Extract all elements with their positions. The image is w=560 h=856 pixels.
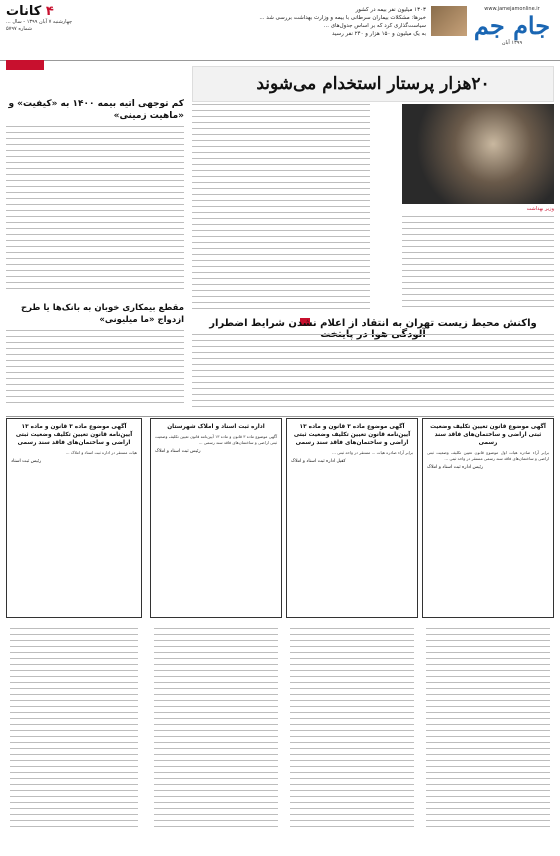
logo (472, 6, 552, 46)
ad-title: آگهی موضوع ماده ۳ قانون و ماده ۱۳ آیین‌نامه قانون تعیین تکلیف وضعیت ثبتی اراضی و ساختمان‌های فاقد سند رسمی (293, 424, 411, 446)
small-photo (431, 6, 467, 36)
center-article-text (192, 104, 370, 314)
ad-signature: رئیس اداره ثبت اسناد و املاک (427, 465, 484, 470)
main-photo (402, 104, 554, 204)
ad-text-block (290, 628, 414, 838)
site-url: www.jamejamonline.ir (484, 6, 540, 12)
left-article-text (6, 126, 184, 298)
top-line: به یک میلیون و ۱۵۰ هزار و ۲۴۰ نفر رسید (332, 31, 426, 37)
ad-signature: رئیس ثبت اسناد و املاک (155, 449, 201, 454)
ad-text-block (10, 628, 138, 838)
top-line: سیاست‌گذاری کرد که بر اساس جدول‌های ... (323, 23, 426, 29)
ad-text-block (426, 628, 550, 838)
masthead (0, 0, 560, 61)
ad-body: برابر آراء صادره هیات اول موضوع قانون تعیین تکلیف وضعیت ثبتی اراضی و ساختمان‌های فاقد سند رسمی مستقر در واحد ثبتی ... (427, 450, 549, 461)
ad-title: آگهی موضوع ماده ۳ قانون و ماده ۱۳ آیین‌نامه قانون تعیین تکلیف وضعیت ثبتی اراضی و ساختمان‌های فاقد سند رسمی (15, 424, 133, 446)
page-section-word: کانات (6, 4, 42, 19)
date-line: ۱۳۹۹ آبان (501, 40, 523, 46)
ad-body: برابر آراء صادره هیات ... مستقر در واحد ثبتی ... (332, 450, 413, 455)
top-line: خبرها: مشکلات بیماران سرطانی با بیمه و وزارت بهداشت بررسی شد ... (259, 15, 426, 21)
paper-name: جام جم (473, 11, 551, 40)
left-subarticle-text (6, 330, 184, 414)
legal-ad (286, 418, 418, 618)
red-ribbon (6, 60, 44, 70)
legal-ad (422, 418, 554, 618)
divider (6, 416, 554, 417)
page-corner (6, 4, 102, 33)
left-subarticle-title: مقطع بیمکاری خوبان به بانک‌ها یا طرح ازدواج «ما میلیونی» (20, 303, 184, 325)
page-section-title (6, 4, 102, 19)
legal-ad (6, 418, 142, 618)
page-number: ۴ (45, 4, 54, 19)
photo-caption: وزیر بهداشت (526, 206, 554, 212)
left-article-title: کم توجهی اتیه بیمه ۱۴۰۰ به «کیفیت» و «ماهیت زمینی» (8, 99, 184, 121)
main-headline: ۲۰هزار پرستار استخدام می‌شوند (192, 66, 554, 102)
issue-meta: چهارشنبه ۷ آبان ۱۳۹۹ - سال ... (6, 19, 73, 25)
right-article-text (402, 216, 554, 314)
ad-signature: کفیل اداره ثبت اسناد و املاک (291, 459, 346, 464)
section-title: واکنش محیط زیست تهران به انتقاد از اعلام نشدن شرایط اضطرار (209, 318, 537, 329)
top-news-lines (110, 6, 426, 38)
ad-body: هیات مستقر در اداره ثبت اسناد و املاک ... (65, 450, 137, 455)
ad-body: آگهی موضوع ماده ۳ قانون و ماده ۱۳ آیین‌نامه قانون تعیین تکلیف وضعیت ثبتی اراضی و ساختمان‌های فاقد سند رسمی ... (155, 434, 277, 445)
legal-ad (150, 418, 282, 618)
ad-title: اداره ثبت اسناد و املاک شهرستان (167, 424, 265, 430)
section-article-text (192, 334, 554, 414)
ad-signature: رئیس ثبت اسناد (11, 459, 42, 464)
ad-title: آگهی موضوع قانون تعیین تکلیف وضعیت ثبتی اراضی و ساختمان‌های فاقد سند رسمی (430, 424, 546, 446)
ad-text-block (154, 628, 278, 838)
issue-number: شماره ۵۷۹۷ (6, 26, 32, 32)
top-line: ۱۳۰۳ میلیون نفر بیمه در کشور (355, 7, 426, 13)
ads-grid (6, 418, 554, 850)
